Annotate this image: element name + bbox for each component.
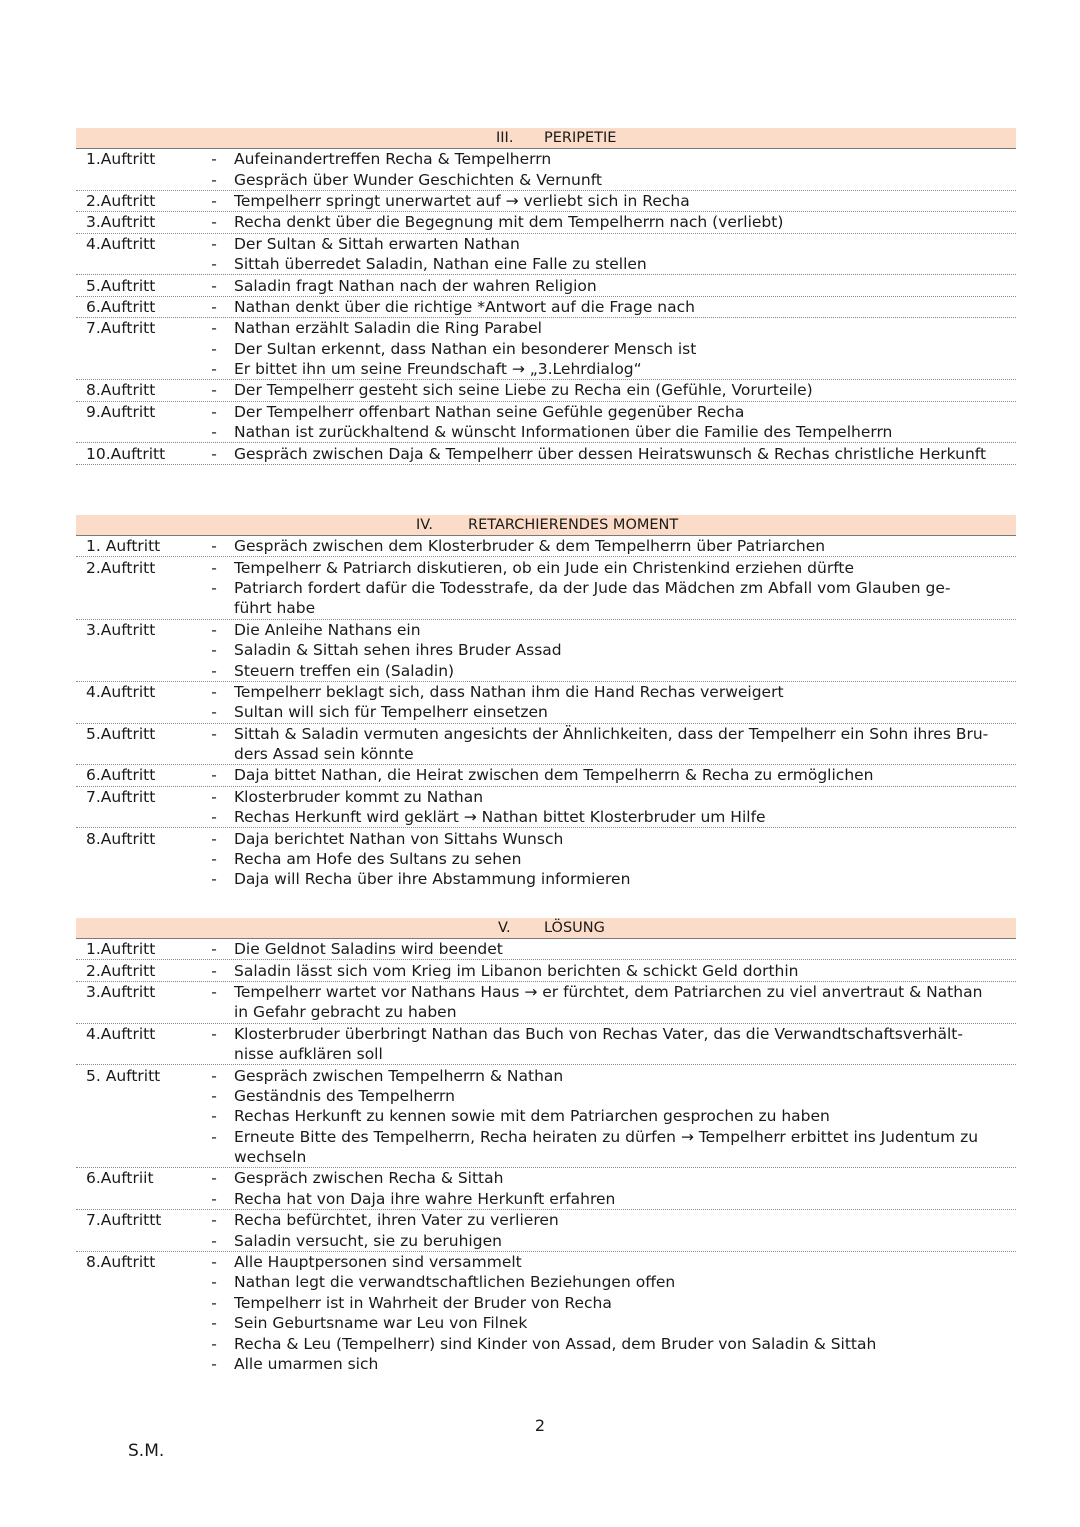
bullet-dash: -	[211, 276, 217, 295]
table-row	[76, 443, 1016, 464]
scene-description: Alle umarmen sich	[234, 1355, 379, 1373]
row-line	[76, 787, 1016, 807]
scene-label: 3.Auftritt	[86, 620, 156, 639]
row-line	[76, 234, 1016, 254]
row-line	[76, 1333, 1016, 1353]
row-line	[76, 1230, 1016, 1250]
scene-description: ders Assad sein könnte	[234, 745, 414, 764]
row-line	[76, 598, 1016, 618]
table-row	[76, 297, 1016, 318]
row-line	[76, 1313, 1016, 1333]
page-number: 2	[534, 1416, 546, 1435]
row-line	[76, 318, 1016, 338]
table-row	[76, 765, 1016, 786]
bullet-dash: -	[211, 620, 217, 639]
scene-label: 7.Auftritt	[86, 787, 156, 806]
scene-description: Er bittet ihn um seine Freundschaft → „3.Lehrdialog“	[234, 360, 642, 379]
scene-description: Gespräch zwischen Daja & Tempelherr über dessen Heiratswunsch & Rechas christliche Herkunft	[234, 444, 987, 463]
row-line	[76, 982, 1016, 1002]
row-line	[76, 1065, 1016, 1085]
scene-description: Saladin & Sittah sehen ihres Bruder Assad	[234, 641, 562, 660]
scene-description: Aufeinandertreffen Recha & Tempelherrn	[234, 150, 552, 169]
scene-description: Tempelherr & Patriarch diskutieren, ob ein Jude ein Christenkind erziehen dürfte	[234, 558, 855, 577]
bullet-dash: -	[211, 1189, 217, 1208]
scene-label: 8.Auftritt	[86, 381, 156, 400]
scene-label: 4.Auftritt	[86, 1024, 156, 1043]
row-line	[76, 275, 1016, 295]
scene-description: Gespräch zwischen Recha & Sittah	[234, 1169, 504, 1188]
scene-description: Patriarch fordert dafür die Todesstrafe, da der Jude das Mädchen zm Abfall vom Glauben ge-	[234, 578, 951, 597]
row-line	[76, 1252, 1016, 1272]
scene-table	[76, 939, 1016, 1374]
row-line	[76, 765, 1016, 785]
row-line	[76, 1086, 1016, 1106]
scene-description: Tempelherr wartet vor Nathans Haus → er fürchtet, dem Patriarchen zu viel anvertraut & Nathan	[234, 982, 983, 1001]
row-line	[76, 380, 1016, 400]
table-row	[76, 1210, 1016, 1252]
bullet-dash: -	[211, 234, 217, 253]
bullet-dash: -	[211, 940, 217, 959]
bullet-dash: -	[211, 213, 217, 232]
section-retarchierendes-moment	[76, 515, 1016, 890]
bullet-dash: -	[211, 870, 217, 889]
scene-description: Der Tempelherr gesteht sich seine Liebe zu Recha ein (Gefühle, Vorurteile)	[234, 381, 813, 400]
row-line	[76, 960, 1016, 980]
row-line	[76, 359, 1016, 379]
table-row	[76, 536, 1016, 557]
bullet-dash: -	[211, 1231, 217, 1250]
row-line	[76, 1002, 1016, 1022]
bullet-dash: -	[211, 1127, 217, 1146]
row-line	[76, 578, 1016, 598]
bullet-dash: -	[211, 1024, 217, 1043]
scene-description: Rechas Herkunft wird geklärt → Nathan bittet Klosterbruder um Hilfe	[234, 808, 766, 827]
section-title: RETARCHIERENDES MOMENT	[468, 517, 679, 533]
scene-description: Nathan erzählt Saladin die Ring Parabel	[234, 319, 542, 338]
bullet-dash: -	[211, 1334, 217, 1353]
scene-description: Daja berichtet Nathan von Sittahs Wunsch	[234, 829, 564, 848]
row-line	[76, 1272, 1016, 1292]
bullet-dash: -	[211, 297, 217, 316]
section-header	[76, 128, 1016, 149]
table-row	[76, 724, 1016, 766]
scene-description: Gespräch zwischen dem Klosterbruder & dem Tempelherrn über Patriarchen	[234, 537, 826, 556]
bullet-dash: -	[211, 319, 217, 338]
scene-label: 1. Auftritt	[86, 537, 161, 556]
scene-label: 6.Auftritt	[86, 766, 156, 785]
scene-label: 1.Auftritt	[86, 940, 156, 959]
table-row	[76, 620, 1016, 682]
scene-description: Steuern treffen ein (Saladin)	[234, 661, 455, 680]
row-line	[76, 402, 1016, 422]
scene-description: Erneute Bitte des Tempelherrn, Recha heiraten zu dürfen → Tempelherr erbittet ins Judentum zu	[234, 1127, 979, 1146]
row-line	[76, 1044, 1016, 1064]
scene-table	[76, 536, 1016, 890]
scene-description: Sein Geburtsname war Leu von Filnek	[234, 1314, 528, 1333]
scene-label: 6.Auftriit	[86, 1169, 154, 1188]
bullet-dash: -	[211, 537, 217, 556]
scene-description: führt habe	[234, 599, 316, 618]
bullet-dash: -	[211, 641, 217, 660]
scene-label: 9.Auftritt	[86, 402, 156, 421]
scene-description: Recha & Leu (Tempelherr) sind Kinder von Assad, dem Bruder von Saladin & Sittah	[234, 1334, 877, 1353]
section-title: PERIPETIE	[544, 130, 617, 146]
table-row	[76, 557, 1016, 619]
scene-description: Tempelherr springt unerwartet auf → verliebt sich in Recha	[234, 191, 690, 210]
section-header	[76, 515, 1016, 536]
scene-label: 5. Auftritt	[86, 1066, 161, 1085]
bullet-dash: -	[211, 703, 217, 722]
scene-label: 3.Auftritt	[86, 982, 156, 1001]
bullet-dash: -	[211, 1211, 217, 1230]
table-row	[76, 1065, 1016, 1168]
scene-label: 2.Auftritt	[86, 191, 156, 210]
scene-description: Nathan denkt über die richtige *Antwort auf die Frage nach	[234, 297, 695, 316]
bullet-dash: -	[211, 682, 217, 701]
row-line	[76, 1106, 1016, 1126]
scene-description: Saladin versucht, sie zu beruhigen	[234, 1231, 502, 1250]
table-row	[76, 380, 1016, 401]
scene-label: 3.Auftritt	[86, 213, 156, 232]
bullet-dash: -	[211, 1314, 217, 1333]
row-line	[76, 191, 1016, 211]
bullet-dash: -	[211, 423, 217, 442]
bullet-dash: -	[211, 1107, 217, 1126]
row-line	[76, 1354, 1016, 1374]
scene-description: wechseln	[234, 1148, 307, 1167]
scene-label: 7.Auftrittt	[86, 1211, 162, 1230]
bullet-dash: -	[211, 1293, 217, 1312]
bullet-dash: -	[211, 808, 217, 827]
scene-label: 6.Auftritt	[86, 297, 156, 316]
scene-description: Recha hat von Daja ihre wahre Herkunft erfahren	[234, 1189, 616, 1208]
scene-label: 5.Auftritt	[86, 724, 156, 743]
scene-description: Nathan legt die verwandtschaftlichen Beziehungen offen	[234, 1273, 676, 1292]
bullet-dash: -	[211, 661, 217, 680]
table-row	[76, 682, 1016, 724]
row-line	[76, 1024, 1016, 1044]
scene-description: Alle Hauptpersonen sind versammelt	[234, 1253, 522, 1272]
row-line	[76, 682, 1016, 702]
scene-description: Recha am Hofe des Sultans zu sehen	[234, 850, 522, 869]
row-line	[76, 254, 1016, 274]
scene-description: Recha denkt über die Begegnung mit dem Tempelherrn nach (verliebt)	[234, 213, 784, 232]
bullet-dash: -	[211, 787, 217, 806]
scene-description: Saladin fragt Nathan nach der wahren Religion	[234, 276, 597, 295]
row-line	[76, 640, 1016, 660]
bullet-dash: -	[211, 255, 217, 274]
row-line	[76, 149, 1016, 169]
section-header	[76, 918, 1016, 939]
bullet-dash: -	[211, 1169, 217, 1188]
section-peripetie	[76, 128, 1016, 465]
scene-label: 1.Auftritt	[86, 150, 156, 169]
section-title: LÖSUNG	[544, 920, 605, 936]
bullet-dash: -	[211, 1066, 217, 1085]
table-row	[76, 402, 1016, 444]
bullet-dash: -	[211, 982, 217, 1001]
scene-label: 8.Auftritt	[86, 1253, 156, 1272]
bullet-dash: -	[211, 850, 217, 869]
table-row	[76, 234, 1016, 276]
row-line	[76, 422, 1016, 442]
scene-description: Geständnis des Tempelherrn	[234, 1086, 455, 1105]
scene-description: Tempelherr beklagt sich, dass Nathan ihm die Hand Rechas verweigert	[234, 682, 784, 701]
scene-table	[76, 149, 1016, 465]
scene-description: Daja will Recha über ihre Abstammung informieren	[234, 870, 631, 889]
row-line	[76, 702, 1016, 722]
author-initials: S.M.	[128, 1441, 165, 1461]
scene-description: Recha befürchtet, ihren Vater zu verlieren	[234, 1211, 559, 1230]
scene-label: 10.Auftritt	[86, 444, 166, 463]
row-line	[76, 1189, 1016, 1209]
row-line	[76, 807, 1016, 827]
row-line	[76, 443, 1016, 463]
scene-label: 4.Auftritt	[86, 234, 156, 253]
row-line	[76, 1293, 1016, 1313]
table-row	[76, 212, 1016, 233]
row-line	[76, 339, 1016, 359]
bullet-dash: -	[211, 402, 217, 421]
table-row	[76, 960, 1016, 981]
section-number: IV.	[416, 517, 433, 533]
bullet-dash: -	[211, 150, 217, 169]
scene-description: Daja bittet Nathan, die Heirat zwischen dem Tempelherrn & Recha zu ermöglichen	[234, 766, 874, 785]
table-row	[76, 275, 1016, 296]
bullet-dash: -	[211, 829, 217, 848]
bullet-dash: -	[211, 578, 217, 597]
scene-description: Der Tempelherr offenbart Nathan seine Gefühle gegenüber Recha	[234, 402, 745, 421]
scene-description: Der Sultan erkennt, dass Nathan ein besonderer Mensch ist	[234, 339, 697, 358]
bullet-dash: -	[211, 1355, 217, 1373]
bullet-dash: -	[211, 381, 217, 400]
row-line	[76, 620, 1016, 640]
bullet-dash: -	[211, 444, 217, 463]
scene-label: 2.Auftritt	[86, 961, 156, 980]
row-line	[76, 297, 1016, 317]
row-line	[76, 557, 1016, 577]
scene-description: Die Geldnot Saladins wird beendet	[234, 940, 503, 959]
row-line	[76, 1127, 1016, 1147]
scene-description: Sittah & Saladin vermuten angesichts der Ähnlichkeiten, dass der Tempelherr ein Sohn ihres Bru-	[234, 724, 989, 743]
table-row	[76, 982, 1016, 1024]
scene-label: 8.Auftritt	[86, 829, 156, 848]
scene-description: Tempelherr ist in Wahrheit der Bruder von Recha	[234, 1293, 612, 1312]
bullet-dash: -	[211, 339, 217, 358]
bullet-dash: -	[211, 1253, 217, 1272]
row-line	[76, 849, 1016, 869]
row-line	[76, 939, 1016, 959]
bullet-dash: -	[211, 1086, 217, 1105]
scene-label: 5.Auftritt	[86, 276, 156, 295]
scene-label: 7.Auftritt	[86, 319, 156, 338]
scene-description: Klosterbruder überbringt Nathan das Buch von Rechas Vater, das die Verwandtschaftsverhält-	[234, 1024, 963, 1043]
bullet-dash: -	[211, 961, 217, 980]
scene-description: Nathan ist zurückhaltend & wünscht Informationen über die Familie des Tempelherrn	[234, 423, 893, 442]
scene-label: 2.Auftritt	[86, 558, 156, 577]
row-line	[76, 1210, 1016, 1230]
table-row	[76, 1024, 1016, 1066]
scene-description: Gespräch zwischen Tempelherrn & Nathan	[234, 1066, 564, 1085]
table-row	[76, 828, 1016, 889]
scene-description: Der Sultan & Sittah erwarten Nathan	[234, 234, 520, 253]
row-line	[76, 1147, 1016, 1167]
scene-description: Saladin lässt sich vom Krieg im Libanon berichten & schickt Geld dorthin	[234, 961, 799, 980]
bullet-dash: -	[211, 766, 217, 785]
scene-description: Klosterbruder kommt zu Nathan	[234, 787, 484, 806]
scene-description: Rechas Herkunft zu kennen sowie mit dem Patriarchen gesprochen zu haben	[234, 1107, 830, 1126]
table-row	[76, 939, 1016, 960]
row-line	[76, 724, 1016, 744]
table-row	[76, 1168, 1016, 1210]
table-row	[76, 1252, 1016, 1374]
section-number: III.	[496, 130, 514, 146]
scene-description: nisse aufklären soll	[234, 1045, 383, 1064]
row-line	[76, 169, 1016, 189]
table-row	[76, 318, 1016, 380]
row-line	[76, 536, 1016, 556]
scene-description: Sittah überredet Saladin, Nathan eine Falle zu stellen	[234, 255, 647, 274]
scene-description: Die Anleihe Nathans ein	[234, 620, 421, 639]
scene-description: Sultan will sich für Tempelherr einsetzen	[234, 703, 548, 722]
row-line	[76, 869, 1016, 889]
table-row	[76, 787, 1016, 829]
bullet-dash: -	[211, 360, 217, 379]
bullet-dash: -	[211, 170, 217, 189]
scene-description: Gespräch über Wunder Geschichten & Vernunft	[234, 170, 602, 189]
row-line	[76, 744, 1016, 764]
row-line	[76, 1168, 1016, 1188]
scene-label: 4.Auftritt	[86, 682, 156, 701]
scene-description: in Gefahr gebracht zu haben	[234, 1003, 457, 1022]
section-loesung	[76, 918, 1016, 1374]
bullet-dash: -	[211, 558, 217, 577]
table-row	[76, 191, 1016, 212]
row-line	[76, 212, 1016, 232]
bullet-dash: -	[211, 1273, 217, 1292]
bullet-dash: -	[211, 191, 217, 210]
row-line	[76, 660, 1016, 680]
bullet-dash: -	[211, 724, 217, 743]
table-row	[76, 149, 1016, 191]
row-line	[76, 828, 1016, 848]
section-number: V.	[498, 920, 511, 936]
